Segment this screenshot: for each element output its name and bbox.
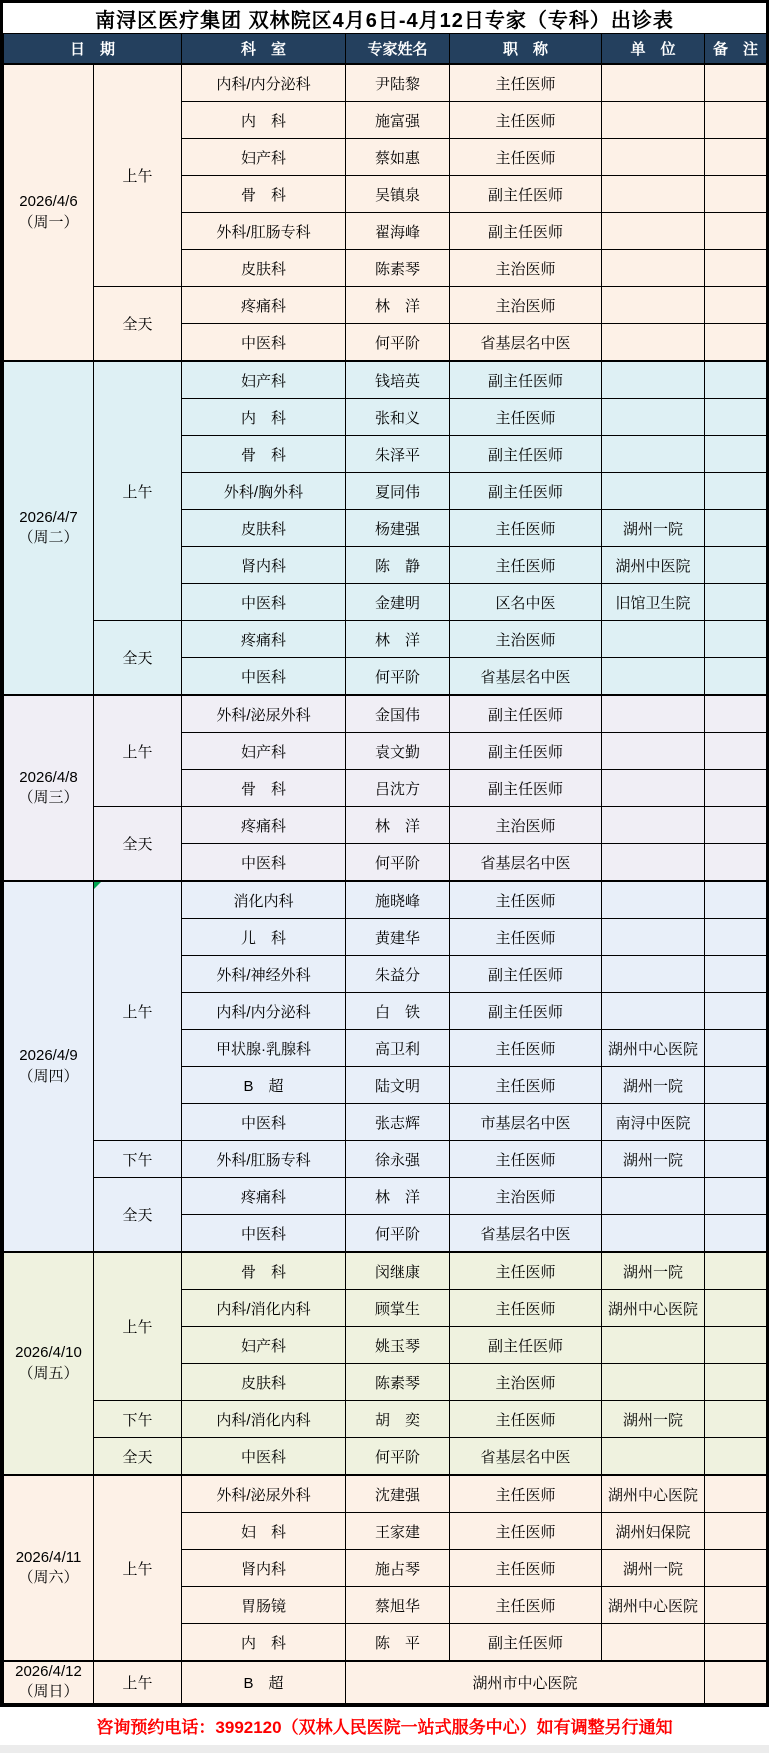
doctor-name-cell: 林 洋	[346, 621, 450, 658]
remark-cell	[705, 102, 767, 139]
date-cell	[4, 881, 94, 1252]
unit-cell	[602, 1624, 705, 1662]
title-cell: 主任医师	[450, 1141, 602, 1178]
title-cell: 副主任医师	[450, 213, 602, 250]
dept-cell: 内科/内分泌科	[182, 993, 346, 1030]
remark-cell	[705, 1624, 767, 1662]
header-cell-title: 职 称	[450, 34, 602, 65]
schedule-row	[4, 1141, 767, 1178]
unit-cell	[602, 324, 705, 362]
unit-cell	[602, 287, 705, 324]
dept-cell: 皮肤科	[182, 250, 346, 287]
doctor-name-cell: 陈 平	[346, 1624, 450, 1662]
title-cell: 主治医师	[450, 287, 602, 324]
title-cell: 副主任医师	[450, 473, 602, 510]
dept-cell: 骨 科	[182, 436, 346, 473]
dept-cell: 中医科	[182, 658, 346, 696]
dept-cell: 外科/肛肠专科	[182, 213, 346, 250]
unit-cell: 湖州中心医院	[602, 1030, 705, 1067]
title-cell: 主任医师	[450, 102, 602, 139]
unit-cell: 旧馆卫生院	[602, 584, 705, 621]
unit-cell	[602, 956, 705, 993]
header-cell-date: 日 期	[4, 34, 182, 65]
date-text: 2026/4/9	[19, 1047, 78, 1065]
dept-cell: 中医科	[182, 1215, 346, 1253]
unit-cell	[602, 658, 705, 696]
title-cell: 主任医师	[450, 881, 602, 919]
remark-cell	[705, 881, 767, 919]
title-cell: 主任医师	[450, 547, 602, 584]
dept-cell: 外科/泌尿外科	[182, 1475, 346, 1513]
schedule-row	[4, 881, 767, 919]
unit-cell: 湖州一院	[602, 1252, 705, 1290]
doctor-name-cell: 杨建强	[346, 510, 450, 547]
remark-cell	[705, 993, 767, 1030]
doctor-name-cell: 胡 奕	[346, 1401, 450, 1438]
dept-cell: 内科/消化内科	[182, 1290, 346, 1327]
dept-cell: 中医科	[182, 1438, 346, 1476]
remark-cell	[705, 1364, 767, 1401]
dept-cell: 外科/肛肠专科	[182, 1141, 346, 1178]
unit-cell: 湖州一院	[602, 1141, 705, 1178]
dept-cell: B 超	[182, 1661, 346, 1703]
doctor-name-cell: 闵继康	[346, 1252, 450, 1290]
unit-cell: 湖州妇保院	[602, 1513, 705, 1550]
unit-cell	[602, 64, 705, 102]
remark-cell	[705, 695, 767, 733]
schedule-row	[4, 1438, 767, 1476]
time-cell: 上午	[94, 1252, 182, 1401]
unit-cell	[602, 733, 705, 770]
dept-cell: 中医科	[182, 1104, 346, 1141]
title-cell: 省基层名中医	[450, 324, 602, 362]
schedule-row	[4, 1401, 767, 1438]
remark-cell	[705, 584, 767, 621]
title-cell: 市基层名中医	[450, 1104, 602, 1141]
doctor-name-cell: 陈素琴	[346, 1364, 450, 1401]
doctor-name-cell: 朱泽平	[346, 436, 450, 473]
doctor-name-cell: 林 洋	[346, 807, 450, 844]
schedule-row	[4, 695, 767, 733]
title-cell: 主任医师	[450, 139, 602, 176]
doctor-name-cell: 林 洋	[346, 287, 450, 324]
dept-cell: 肾内科	[182, 547, 346, 584]
doctor-name-cell: 陈素琴	[346, 250, 450, 287]
unit-cell	[602, 1215, 705, 1253]
dept-cell: 疼痛科	[182, 1178, 346, 1215]
time-cell: 全天	[94, 621, 182, 696]
doctor-name-cell: 施占琴	[346, 1550, 450, 1587]
title-cell: 主治医师	[450, 621, 602, 658]
remark-cell	[705, 621, 767, 658]
dept-cell: 骨 科	[182, 770, 346, 807]
remark-cell	[705, 324, 767, 362]
remark-cell	[705, 213, 767, 250]
dept-cell: 外科/胸外科	[182, 473, 346, 510]
remark-cell	[705, 361, 767, 399]
dept-cell: 疼痛科	[182, 807, 346, 844]
weekday-text: （周四）	[18, 1067, 79, 1085]
doctor-name-cell: 袁文勤	[346, 733, 450, 770]
time-cell: 上午	[94, 1475, 182, 1661]
remark-cell	[705, 770, 767, 807]
unit-cell: 湖州中心医院	[602, 1587, 705, 1624]
title-cell: 省基层名中医	[450, 658, 602, 696]
title-cell: 主任医师	[450, 64, 602, 102]
time-cell: 全天	[94, 1438, 182, 1476]
unit-cell: 湖州中医院	[602, 547, 705, 584]
dept-cell: 内科/内分泌科	[182, 64, 346, 102]
dept-cell: 疼痛科	[182, 621, 346, 658]
title-cell: 主治医师	[450, 250, 602, 287]
doctor-name-cell: 张和义	[346, 399, 450, 436]
dept-cell: 骨 科	[182, 176, 346, 213]
dept-cell: 中医科	[182, 844, 346, 882]
doctor-name-cell: 翟海峰	[346, 213, 450, 250]
schedule-row	[4, 287, 767, 324]
date-text: 2026/4/12	[15, 1663, 82, 1680]
remark-cell	[705, 1327, 767, 1364]
weekday-text: （周三）	[18, 789, 79, 806]
dept-cell: 疼痛科	[182, 287, 346, 324]
time-cell: 下午	[94, 1401, 182, 1438]
title-cell: 主任医师	[450, 1475, 602, 1513]
date-cell	[4, 1252, 94, 1475]
date-text: 2026/4/6	[19, 193, 78, 211]
title-cell: 主治医师	[450, 807, 602, 844]
title-cell: 省基层名中医	[450, 844, 602, 882]
title-cell: 主任医师	[450, 919, 602, 956]
schedule-row	[4, 807, 767, 844]
remark-cell	[705, 1290, 767, 1327]
schedule-row	[4, 64, 767, 102]
remark-cell	[705, 1401, 767, 1438]
doctor-name-cell: 金国伟	[346, 695, 450, 733]
remark-cell	[705, 250, 767, 287]
dept-cell: 皮肤科	[182, 510, 346, 547]
unit-cell	[602, 770, 705, 807]
schedule-table	[3, 33, 767, 1704]
dept-cell: 内 科	[182, 102, 346, 139]
doctor-name-cell: 王家建	[346, 1513, 450, 1550]
schedule-row	[4, 1475, 767, 1513]
doctor-name-cell: 白 铁	[346, 993, 450, 1030]
unit-cell	[602, 102, 705, 139]
remark-cell	[705, 844, 767, 882]
dept-cell: 儿 科	[182, 919, 346, 956]
doctor-name-cell: 黄建华	[346, 919, 450, 956]
title-cell: 主任医师	[450, 1252, 602, 1290]
remark-cell	[705, 547, 767, 584]
header-cell-unit: 单 位	[602, 34, 705, 65]
unit-cell	[602, 993, 705, 1030]
doctor-name-cell: 施晓峰	[346, 881, 450, 919]
remark-cell	[705, 1550, 767, 1587]
unit-cell	[602, 695, 705, 733]
remark-cell	[705, 1661, 767, 1703]
remark-cell	[705, 436, 767, 473]
bottom-strip	[0, 1745, 769, 1753]
doctor-name-cell: 吕沈方	[346, 770, 450, 807]
unit-cell: 湖州中心医院	[602, 1475, 705, 1513]
date-cell	[4, 695, 94, 881]
schedule-row	[4, 1252, 767, 1290]
unit-cell	[602, 844, 705, 882]
doctor-name-cell: 姚玉琴	[346, 1327, 450, 1364]
title-cell: 主任医师	[450, 1513, 602, 1550]
doctor-name-cell: 吴镇泉	[346, 176, 450, 213]
remark-cell	[705, 1030, 767, 1067]
unit-cell	[602, 139, 705, 176]
dept-cell: 消化内科	[182, 881, 346, 919]
title-cell: 主任医师	[450, 1550, 602, 1587]
remark-cell	[705, 64, 767, 102]
time-cell: 上午	[94, 361, 182, 621]
remark-cell	[705, 1252, 767, 1290]
schedule-body	[4, 64, 767, 1703]
remark-cell	[705, 1178, 767, 1215]
remark-cell	[705, 807, 767, 844]
title-cell: 副主任医师	[450, 695, 602, 733]
header-cell-name: 专家姓名	[346, 34, 450, 65]
title-cell: 副主任医师	[450, 1327, 602, 1364]
remark-cell	[705, 399, 767, 436]
doctor-name-cell: 施富强	[346, 102, 450, 139]
date-text: 2026/4/7	[19, 508, 78, 526]
remark-cell	[705, 1587, 767, 1624]
time-cell: 全天	[94, 1178, 182, 1253]
weekday-text: （周二）	[18, 529, 79, 546]
remark-cell	[705, 139, 767, 176]
doctor-name-cell: 蔡如惠	[346, 139, 450, 176]
doctor-name-cell: 徐永强	[346, 1141, 450, 1178]
date-cell	[4, 1475, 94, 1661]
date-text: 2026/4/8	[19, 768, 78, 786]
title-cell: 主任医师	[450, 1290, 602, 1327]
dept-cell: 妇产科	[182, 139, 346, 176]
remark-cell	[705, 473, 767, 510]
dept-cell: 皮肤科	[182, 1364, 346, 1401]
unit-cell	[602, 919, 705, 956]
date-text: 2026/4/11	[15, 1548, 82, 1566]
dept-cell: 外科/神经外科	[182, 956, 346, 993]
title-cell: 副主任医师	[450, 733, 602, 770]
dept-cell: 甲状腺·乳腺科	[182, 1030, 346, 1067]
remark-cell	[705, 733, 767, 770]
unit-cell	[602, 881, 705, 919]
weekday-text: （周六）	[18, 1569, 79, 1586]
remark-cell	[705, 658, 767, 696]
dept-cell: 妇产科	[182, 1327, 346, 1364]
remark-cell	[705, 1104, 767, 1141]
doctor-name-cell: 金建明	[346, 584, 450, 621]
dept-cell: 妇产科	[182, 733, 346, 770]
time-cell: 上午	[94, 1661, 182, 1703]
schedule-row	[4, 1178, 767, 1215]
time-cell: 全天	[94, 807, 182, 882]
doctor-name-cell: 顾掌生	[346, 1290, 450, 1327]
schedule-row	[4, 621, 767, 658]
merged-hospital-cell: 湖州市中心医院	[346, 1661, 705, 1703]
title-cell: 主任医师	[450, 510, 602, 547]
title-cell: 主任医师	[450, 1067, 602, 1104]
dept-cell: 肾内科	[182, 1550, 346, 1587]
unit-cell	[602, 176, 705, 213]
remark-cell	[705, 176, 767, 213]
unit-cell: 湖州一院	[602, 1401, 705, 1438]
time-cell: 上午	[94, 881, 182, 1141]
remark-cell	[705, 1513, 767, 1550]
dept-cell: 胃肠镜	[182, 1587, 346, 1624]
date-cell	[4, 1661, 94, 1703]
title-cell: 主任医师	[450, 1587, 602, 1624]
dept-cell: 中医科	[182, 324, 346, 362]
unit-cell	[602, 807, 705, 844]
doctor-name-cell: 夏同伟	[346, 473, 450, 510]
date-text: 2026/4/10	[15, 1344, 82, 1362]
unit-cell	[602, 1327, 705, 1364]
doctor-name-cell: 蔡旭华	[346, 1587, 450, 1624]
unit-cell: 南浔中医院	[602, 1104, 705, 1141]
title-cell: 主任医师	[450, 399, 602, 436]
dept-cell: B 超	[182, 1067, 346, 1104]
schedule-row	[4, 1661, 767, 1703]
title-cell: 区名中医	[450, 584, 602, 621]
unit-cell: 湖州一院	[602, 510, 705, 547]
doctor-name-cell: 何平阶	[346, 844, 450, 882]
unit-cell	[602, 250, 705, 287]
doctor-name-cell: 林 洋	[346, 1178, 450, 1215]
doctor-name-cell: 张志辉	[346, 1104, 450, 1141]
date-cell	[4, 361, 94, 695]
doctor-name-cell: 朱益分	[346, 956, 450, 993]
remark-cell	[705, 287, 767, 324]
doctor-name-cell: 钱培英	[346, 361, 450, 399]
title-cell: 副主任医师	[450, 361, 602, 399]
remark-cell	[705, 1067, 767, 1104]
comment-marker-icon	[94, 882, 101, 889]
footer-notice: 咨询预约电话：3992120（双林人民医院一站式服务中心）如有调整另行通知	[0, 1707, 769, 1745]
remark-cell	[705, 956, 767, 993]
unit-cell	[602, 213, 705, 250]
remark-cell	[705, 1438, 767, 1476]
title-cell: 主治医师	[450, 1364, 602, 1401]
doctor-name-cell: 何平阶	[346, 1438, 450, 1476]
remark-cell	[705, 1141, 767, 1178]
doctor-name-cell: 陆文明	[346, 1067, 450, 1104]
unit-cell	[602, 1438, 705, 1476]
doctor-name-cell: 何平阶	[346, 1215, 450, 1253]
dept-cell: 内 科	[182, 399, 346, 436]
title-cell: 副主任医师	[450, 1624, 602, 1662]
date-cell	[4, 64, 94, 361]
weekday-text: （周日）	[18, 1683, 79, 1701]
unit-cell	[602, 436, 705, 473]
doctor-name-cell: 何平阶	[346, 658, 450, 696]
header-row	[4, 34, 767, 65]
title-cell: 副主任医师	[450, 176, 602, 213]
unit-cell	[602, 621, 705, 658]
remark-cell	[705, 510, 767, 547]
dept-cell: 妇产科	[182, 361, 346, 399]
title-cell: 主治医师	[450, 1178, 602, 1215]
dept-cell: 外科/泌尿外科	[182, 695, 346, 733]
dept-cell: 内科/消化内科	[182, 1401, 346, 1438]
dept-cell: 骨 科	[182, 1252, 346, 1290]
title-cell: 副主任医师	[450, 770, 602, 807]
dept-cell: 中医科	[182, 584, 346, 621]
header-cell-remark: 备 注	[705, 34, 767, 65]
remark-cell	[705, 1475, 767, 1513]
time-cell: 上午	[94, 695, 182, 807]
title-cell: 省基层名中医	[450, 1215, 602, 1253]
weekday-text: （周五）	[18, 1364, 79, 1382]
title-cell: 副主任医师	[450, 956, 602, 993]
page-title: 南浔区医疗集团 双林院区4月6日-4月12日专家（专科）出诊表	[3, 3, 766, 33]
schedule-row	[4, 361, 767, 399]
unit-cell: 湖州一院	[602, 1550, 705, 1587]
title-cell: 主任医师	[450, 1030, 602, 1067]
doctor-name-cell: 沈建强	[346, 1475, 450, 1513]
title-cell: 主任医师	[450, 1401, 602, 1438]
unit-cell: 湖州中心医院	[602, 1290, 705, 1327]
title-cell: 省基层名中医	[450, 1438, 602, 1476]
remark-cell	[705, 1215, 767, 1253]
unit-cell	[602, 1364, 705, 1401]
doctor-name-cell: 何平阶	[346, 324, 450, 362]
doctor-name-cell: 高卫利	[346, 1030, 450, 1067]
unit-cell	[602, 1178, 705, 1215]
unit-cell	[602, 473, 705, 510]
unit-cell	[602, 399, 705, 436]
header-cell-dept: 科 室	[182, 34, 346, 65]
doctor-name-cell: 陈 静	[346, 547, 450, 584]
time-cell: 上午	[94, 64, 182, 287]
dept-cell: 妇 科	[182, 1513, 346, 1550]
doctor-name-cell: 尹陆黎	[346, 64, 450, 102]
remark-cell	[705, 919, 767, 956]
weekday-text: （周一）	[18, 213, 79, 231]
time-cell: 全天	[94, 287, 182, 362]
unit-cell	[602, 361, 705, 399]
dept-cell: 内 科	[182, 1624, 346, 1662]
unit-cell: 湖州一院	[602, 1067, 705, 1104]
time-cell: 下午	[94, 1141, 182, 1178]
title-cell: 副主任医师	[450, 436, 602, 473]
title-cell: 副主任医师	[450, 993, 602, 1030]
